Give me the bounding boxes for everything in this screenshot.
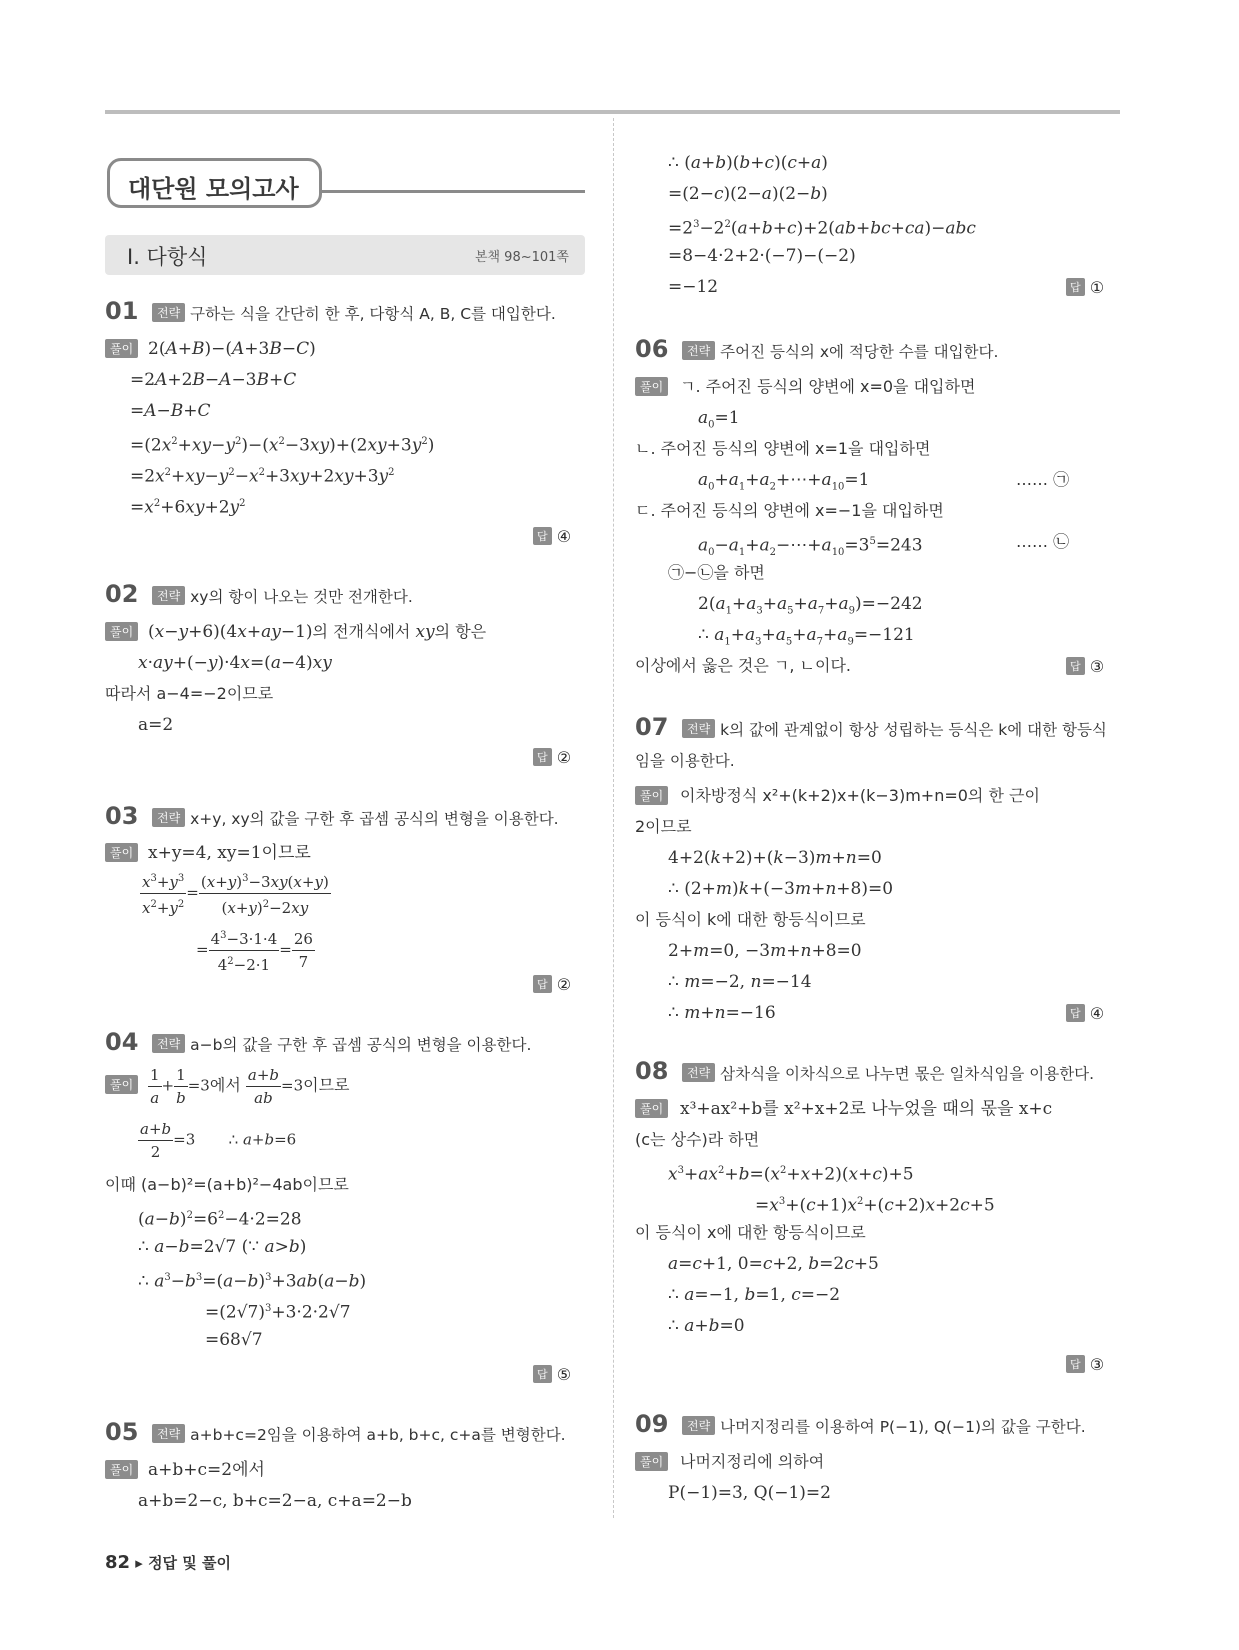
math-line: ∴ a−b=2√7 (∵ a>b): [138, 1237, 307, 1257]
strategy-tag: 전략: [152, 1034, 185, 1053]
strategy-tag: 전략: [152, 808, 185, 827]
text-line: (c는 상수)라 하면: [635, 1130, 760, 1149]
math-line: a=c+1, 0=c+2, b=2c+5: [668, 1254, 879, 1274]
problem-number: 09: [635, 1410, 669, 1438]
strategy-line: [152, 1033, 531, 1055]
math-line: ∴ $a^3-b^3=(a-b)^3+3ab(a-b)$: [138, 1271, 367, 1292]
text-line: 이상에서 옳은 것은 ㄱ, ㄴ이다.: [635, 656, 851, 675]
strategy-text: xy의 항이 나오는 것만 전개한다.: [190, 588, 413, 606]
problem-number: 07: [635, 713, 669, 741]
strategy-line: [152, 585, 413, 607]
math-line: 2+m=0, −3m+n+8=0: [668, 941, 862, 961]
math-line: ∴ m+n=−16: [668, 1003, 776, 1023]
math-line: ∴ (a+b)(b+c)(c+a): [668, 153, 828, 173]
strategy-line: [682, 1062, 1094, 1084]
math-line: P(−1)=3, Q(−1)=2: [668, 1483, 831, 1503]
strategy-line: [152, 807, 559, 829]
answer: [533, 1365, 571, 1384]
solution-tag: 풀이: [105, 1460, 138, 1479]
problem-number: 05: [105, 1418, 139, 1446]
math-line: ∴ (2+m)k+(−3m+n+8)=0: [668, 879, 894, 899]
math-line: =8−4·2+2·(−7)−(−2): [668, 246, 856, 266]
title-underline: [320, 190, 585, 193]
strategy-line: [152, 302, 556, 324]
math-line: =−12: [668, 277, 719, 297]
strategy-line: [682, 718, 1107, 740]
math-line: $=2x^2+xy-y^2-x^2+3xy+2xy+3y^2$: [130, 466, 395, 487]
unit-title: 대단원 모의고사: [128, 175, 299, 203]
strategy-tag: 전략: [152, 586, 185, 605]
answer-tag: 답: [1066, 1355, 1085, 1373]
fraction-line: $\frac{a+b}{2}$ =3 ∴ a+b=6: [140, 1120, 297, 1161]
math-line: ∴ $a_1+a_3+a_5+a_7+a_9=-121$: [698, 625, 915, 648]
math-line: x·ay+(−y)·4x=(a−4)xy: [138, 653, 332, 673]
answer-value: ①: [1089, 278, 1105, 297]
page-number: 82: [105, 1552, 131, 1573]
answer: [533, 748, 571, 767]
strategy-text-cont: 임을 이용한다.: [635, 752, 735, 770]
math-line: $a_0-a_1+a_2-\cdots+a_{10}=3^5=243$: [698, 535, 923, 559]
answer-value: ③: [1089, 657, 1105, 676]
section-pages: 본책 98~101쪽: [474, 250, 569, 265]
text-line: 이차방정식 x²+(k+2)x+(k−3)m+n=0의 한 근이: [680, 786, 1040, 805]
math-line: $a_0+a_1+a_2+\cdots+a_{10}=1$: [698, 470, 870, 493]
text-line: ㉠−㉡을 하면: [668, 563, 765, 582]
problem-number: 08: [635, 1057, 669, 1085]
solution-tag: 풀이: [105, 622, 138, 641]
top-rule: [105, 110, 1120, 114]
math-line: ∴ a+b=0: [668, 1316, 745, 1336]
strategy-text: a−b의 값을 구한 후 곱셈 공식의 변형을 이용한다.: [190, 1036, 532, 1054]
problem-number: 04: [105, 1028, 139, 1056]
text-line: x³+ax²+b를 x²+x+2로 나누었을 때의 몫을 x+c: [680, 1099, 1053, 1119]
math-line: =2A+2B−A−3B+C: [130, 370, 297, 390]
problem-number: 03: [105, 802, 139, 830]
answer-value: ②: [556, 975, 572, 994]
strategy-tag: 전략: [682, 1063, 715, 1082]
text-line: 나머지정리에 의하여: [680, 1452, 825, 1471]
math-line: (x−y+6)(4x+ay−1)의 전개식에서 xy의 항은: [148, 622, 487, 642]
strategy-line: [682, 340, 998, 362]
solution-tag: 풀이: [105, 843, 138, 862]
math-line: a+b=2−c, b+c=2−a, c+a=2−b: [138, 1491, 412, 1511]
strategy-text: 나머지정리를 이용하여 P(−1), Q(−1)의 값을 구한다.: [720, 1418, 1086, 1436]
answer: [533, 975, 571, 994]
strategy-text: 삼차식을 이차식으로 나누면 몫은 일차식임을 이용한다.: [720, 1065, 1095, 1083]
answer: [1066, 657, 1104, 676]
answer-value: ④: [1089, 1004, 1105, 1023]
page-footer: [105, 1552, 231, 1573]
strategy-text: 주어진 등식의 x에 적당한 수를 대입한다.: [720, 343, 999, 361]
strategy-text: k의 값에 관계없이 항상 성립하는 등식은 k에 대한 항등식: [720, 721, 1107, 739]
answer: [1066, 278, 1104, 297]
section-title: Ⅰ. 다항식: [127, 245, 208, 269]
strategy-tag: 전략: [682, 719, 715, 738]
solution-tag: 풀이: [635, 1452, 668, 1471]
solution-tag: 풀이: [105, 339, 138, 358]
text-line: ㄷ. 주어진 등식의 양변에 x=−1을 대입하면: [635, 501, 944, 520]
answer-value: ④: [556, 527, 572, 546]
math-line: $=(2x^2+xy-y^2)-(x^2-3xy)+(2xy+3y^2)$: [130, 435, 435, 456]
problem-number: 02: [105, 580, 139, 608]
answer-value: ②: [556, 748, 572, 767]
strategy-text: 구하는 식을 간단히 한 후, 다항식 A, B, C를 대입한다.: [190, 305, 556, 323]
fraction-line: $\frac{1}{a}$ + $\frac{1}{b}$ =3에서 $\frac{a+b}{ab}$ =3이므로: [150, 1066, 350, 1107]
answer-tag: 답: [533, 527, 552, 545]
solution-tag: 풀이: [635, 786, 668, 805]
equation-marker: …… ㉡: [1016, 532, 1070, 551]
math-line: $2(a_1+a_3+a_5+a_7+a_9)=-242$: [698, 594, 923, 617]
math-line: 2(A+B)−(A+3B−C): [148, 339, 316, 359]
strategy-line: [682, 1415, 1086, 1437]
fraction-line: $\frac{x^3+y^3}{x^2+y^2}$ = $\frac{(x+y)^3-3xy(x+y)}{(x+y)^2-2xy}$: [140, 868, 331, 919]
math-line: ∴ a=−1, b=1, c=−2: [668, 1285, 841, 1305]
math-line: ∴ m=−2, n=−14: [668, 972, 812, 992]
text-line: 2이므로: [635, 817, 692, 836]
math-line: $=(2√7)^3+3\cdot 2\cdot 2√7$: [205, 1302, 351, 1323]
solution-tag: 풀이: [635, 377, 668, 396]
solution-tag: 풀이: [635, 1099, 668, 1118]
answer-tag: 답: [1066, 657, 1085, 675]
answer-tag: 답: [1066, 1004, 1085, 1022]
strategy-tag: 전략: [682, 341, 715, 360]
section-bar: [105, 235, 585, 275]
answer: [1066, 1004, 1104, 1023]
math-line: $(a-b)^2=6^2-4\cdot 2=28$: [138, 1209, 302, 1230]
answer: [533, 527, 571, 546]
math-line: a+b+c=2에서: [148, 1460, 265, 1480]
text-line: 따라서 a−4=−2이므로: [105, 684, 274, 703]
answer-value: ③: [1089, 1355, 1105, 1374]
math-line: $=2^3-2^2(a+b+c)+2(ab+bc+ca)-abc$: [668, 218, 976, 239]
text-line: 이 등식이 x에 대한 항등식이므로: [635, 1223, 866, 1242]
problem-number: 06: [635, 335, 669, 363]
answer-value: ⑤: [556, 1365, 572, 1384]
text-line: 이 등식이 k에 대한 항등식이므로: [635, 910, 866, 929]
strategy-tag: 전략: [152, 1424, 185, 1443]
math-line: x+y=4, xy=1이므로: [148, 843, 311, 863]
strategy-text: x+y, xy의 값을 구한 후 곱셈 공식의 변형을 이용한다.: [190, 810, 559, 828]
answer: [1066, 1355, 1104, 1374]
math-line: $=x^3+(c+1)x^2+(c+2)x+2c+5$: [755, 1195, 995, 1216]
answer-tag: 답: [533, 1365, 552, 1383]
math-line: 4+2(k+2)+(k−3)m+n=0: [668, 848, 882, 868]
answer-tag: 답: [533, 975, 552, 993]
problem-number: 01: [105, 297, 139, 325]
strategy-tag: 전략: [152, 303, 185, 322]
column-divider: [613, 118, 614, 1518]
footer-arrow-icon: ▸: [135, 1554, 143, 1572]
strategy-text: a+b+c=2임을 이용하여 a+b, b+c, c+a를 변형한다.: [190, 1426, 566, 1444]
footer-label: 정답 및 풀이: [148, 1554, 231, 1572]
math-line: =68√7: [205, 1330, 263, 1350]
math-line: $a_0=1$: [698, 408, 740, 431]
math-line: =(2−c)(2−a)(2−b): [668, 184, 828, 204]
text-line: 이때 (a−b)²=(a+b)²−4ab이므로: [105, 1175, 349, 1194]
text-line: ㄱ. 주어진 등식의 양변에 x=0을 대입하면: [680, 377, 976, 396]
unit-title-box: [107, 158, 322, 208]
answer-tag: 답: [533, 748, 552, 766]
text-line: ㄴ. 주어진 등식의 양변에 x=1을 대입하면: [635, 439, 931, 458]
solution-tag: 풀이: [105, 1075, 138, 1094]
strategy-line: [152, 1423, 566, 1445]
equation-marker: …… ㉠: [1016, 470, 1070, 489]
math-line: =A−B+C: [130, 401, 211, 421]
answer-tag: 답: [1066, 278, 1085, 296]
math-line: $=x^2+6xy+2y^2$: [130, 497, 246, 518]
fraction-line: = $\frac{4^3-3\cdot 1\cdot 4}{4^2-2\cdot 1}$ = $\frac{26}{7}$: [196, 925, 315, 976]
math-line: $x^3+ax^2+b=(x^2+x+2)(x+c)+5$: [668, 1164, 914, 1185]
strategy-tag: 전략: [682, 1416, 715, 1435]
math-line: a=2: [138, 715, 174, 735]
